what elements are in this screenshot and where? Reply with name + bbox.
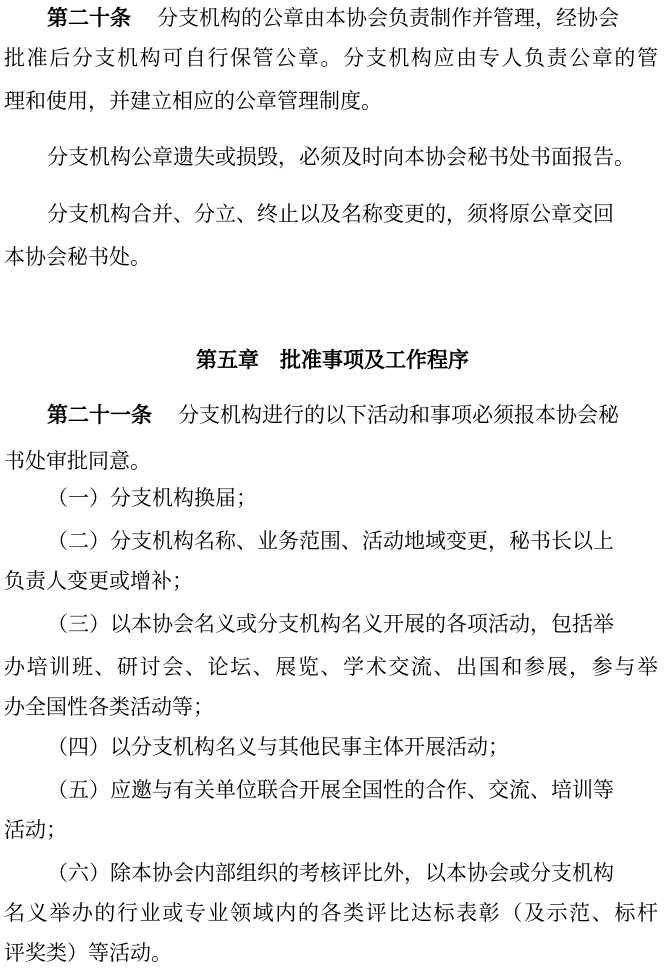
item-6-line1: （六）除本协会内部组织的考核评比外，以本协会或分支机构 [47, 861, 614, 885]
article-20-p2: 分支机构公章遗失或损毁，必须及时向本协会秘书处书面报告。 [47, 145, 635, 169]
item-3-line2: 办培训班、研讨会、论坛、展览、学术交流、出国和参展，参与举 [4, 655, 658, 679]
item-3-line1: （三）以本协会名义或分支机构名义开展的各项活动，包括举 [47, 612, 614, 636]
item-5-line2: 活动； [4, 818, 67, 842]
article-20-label: 第二十条 [47, 6, 131, 30]
article-20-p1-line3: 理和使用，并建立相应的公章管理制度。 [4, 89, 382, 113]
item-2-line2: 负责人变更或增补； [4, 569, 193, 593]
item-6-line2: 名义举办的行业或专业领域内的各类评比达标表彰（及示范、标杆 [4, 901, 658, 925]
item-1-line1: （一）分支机构换届； [47, 486, 257, 510]
article-21-intro-line1: 分支机构进行的以下活动和事项必须报本协会秘 [178, 403, 619, 427]
article-21-intro-line2: 书处审批同意。 [4, 449, 151, 473]
article-20-p3-line2: 本协会秘书处。 [4, 245, 151, 269]
article-21-first-line [47, 400, 665, 430]
chapter-heading: 第五章 批准事项及工作程序 [196, 348, 469, 372]
article-20-first-line [47, 3, 665, 33]
article-20-p1-line1: 分支机构的公章由本协会负责制作并管理，经协会 [157, 6, 619, 30]
item-6-line3: 评奖类）等活动。 [4, 941, 172, 965]
item-2-line1: （二）分支机构名称、业务范围、活动地域变更，秘书长以上 [47, 529, 614, 553]
article-20-p1-line2: 批准后分支机构可自行保管公章。分支机构应由专人负责公章的管 [4, 46, 658, 70]
article-20-p3-line1: 分支机构合并、分立、终止以及名称变更的，须将原公章交回 [47, 202, 614, 226]
item-3-line3: 办全国性各类活动等； [4, 695, 214, 719]
item-4-line1: （四）以分支机构名义与其他民事主体开展活动； [47, 735, 509, 759]
article-21-label: 第二十一条 [47, 403, 152, 427]
item-5-line1: （五）应邀与有关单位联合开展全国性的合作、交流、培训等 [47, 778, 614, 802]
